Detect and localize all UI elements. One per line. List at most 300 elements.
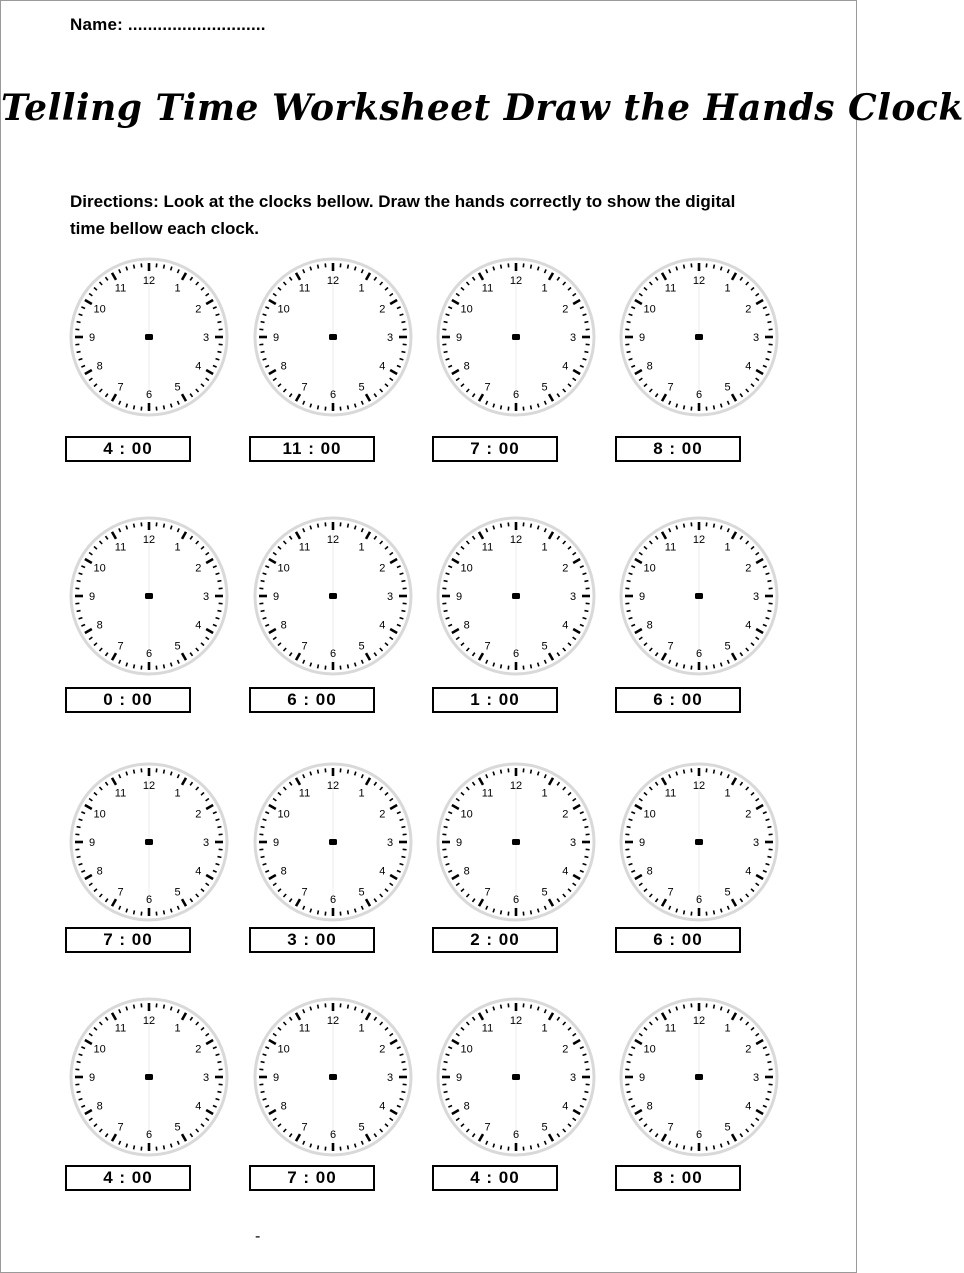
minute-tick bbox=[401, 352, 405, 353]
clock-4-3[interactable] bbox=[436, 997, 596, 1157]
clock-numeral: 8 bbox=[463, 1100, 470, 1113]
minute-tick bbox=[444, 322, 448, 323]
minute-tick bbox=[627, 611, 631, 612]
clock-numeral: 11 bbox=[298, 787, 311, 800]
clock-numeral: 2 bbox=[745, 1043, 752, 1056]
digital-time-box: 6 : 00 bbox=[615, 927, 741, 953]
clock-numeral: 5 bbox=[724, 886, 731, 899]
clock-numeral: 2 bbox=[195, 808, 202, 821]
minute-tick bbox=[348, 664, 349, 668]
clock-center-dot bbox=[145, 1074, 153, 1080]
minute-tick bbox=[401, 857, 405, 858]
minute-tick bbox=[134, 1145, 135, 1149]
clock-numeral: 12 bbox=[692, 275, 706, 287]
minute-tick bbox=[501, 664, 502, 668]
minute-tick bbox=[401, 827, 405, 828]
digital-time-box: 8 : 00 bbox=[615, 1165, 741, 1191]
minute-tick bbox=[767, 1092, 771, 1093]
minute-tick bbox=[714, 910, 715, 914]
clock-1-1[interactable] bbox=[69, 257, 229, 417]
clock-numeral: 1 bbox=[724, 787, 731, 800]
clock-numeral: 12 bbox=[692, 780, 706, 792]
clock-numeral: 8 bbox=[646, 1100, 653, 1113]
clock-numeral: 7 bbox=[484, 640, 491, 653]
clock-numeral: 1 bbox=[541, 1022, 548, 1035]
minute-tick bbox=[584, 352, 588, 353]
minute-tick bbox=[261, 352, 265, 353]
minute-tick bbox=[401, 1092, 405, 1093]
clock-center-dot bbox=[695, 593, 703, 599]
clock-numeral: 11 bbox=[298, 541, 311, 554]
clock-numeral: 7 bbox=[667, 381, 674, 394]
clock-numeral: 12 bbox=[509, 780, 523, 792]
clock-numeral: 5 bbox=[174, 640, 181, 653]
clock-numeral: 9 bbox=[455, 837, 463, 849]
clock-face[interactable] bbox=[619, 516, 779, 676]
clock-center-dot bbox=[329, 593, 337, 599]
clock-numeral: 2 bbox=[745, 562, 752, 575]
clock-face[interactable] bbox=[619, 257, 779, 417]
minute-tick bbox=[348, 1145, 349, 1149]
clock-numeral: 10 bbox=[277, 303, 290, 316]
clock-numeral: 10 bbox=[93, 562, 106, 575]
clock-numeral: 3 bbox=[752, 591, 760, 603]
clock-numeral: 2 bbox=[379, 303, 386, 316]
minute-tick bbox=[318, 265, 319, 269]
footer-mark: - bbox=[255, 1228, 261, 1245]
clock-numeral: 9 bbox=[455, 1072, 463, 1084]
clock-numeral: 12 bbox=[142, 780, 156, 792]
clock-center-dot bbox=[145, 334, 153, 340]
page-title: Telling Time Worksheet Draw the Hands Clock bbox=[1, 87, 964, 129]
clock-numeral: 2 bbox=[562, 808, 569, 821]
minute-tick bbox=[444, 1092, 448, 1093]
clock-numeral: 5 bbox=[358, 381, 365, 394]
digital-time-box: 4 : 00 bbox=[432, 1165, 558, 1191]
clock-numeral: 7 bbox=[667, 886, 674, 899]
clock-numeral: 5 bbox=[358, 1121, 365, 1134]
clock-numeral: 11 bbox=[481, 282, 494, 295]
minute-tick bbox=[767, 827, 771, 828]
clock-numeral: 7 bbox=[117, 640, 124, 653]
clock-numeral: 10 bbox=[460, 303, 473, 316]
clock-numeral: 8 bbox=[463, 360, 470, 373]
clock-numeral: 11 bbox=[298, 1022, 311, 1035]
clock-numeral: 1 bbox=[358, 787, 365, 800]
minute-tick bbox=[318, 664, 319, 668]
clock-numeral: 12 bbox=[326, 534, 340, 546]
minute-tick bbox=[627, 1062, 631, 1063]
clock-numeral: 12 bbox=[326, 780, 340, 792]
clock-numeral: 10 bbox=[460, 562, 473, 575]
clock-numeral: 9 bbox=[638, 1072, 646, 1084]
clock-numeral: 8 bbox=[280, 1100, 287, 1113]
minute-tick bbox=[261, 827, 265, 828]
minute-tick bbox=[767, 611, 771, 612]
clock-center-dot bbox=[512, 593, 520, 599]
minute-tick bbox=[217, 1092, 221, 1093]
minute-tick bbox=[261, 322, 265, 323]
clock-numeral: 7 bbox=[301, 640, 308, 653]
clock-face[interactable] bbox=[436, 997, 596, 1157]
minute-tick bbox=[401, 322, 405, 323]
minute-tick bbox=[584, 857, 588, 858]
clock-numeral: 6 bbox=[329, 1129, 337, 1141]
minute-tick bbox=[444, 827, 448, 828]
clock-numeral: 3 bbox=[752, 332, 760, 344]
minute-tick bbox=[714, 405, 715, 409]
clock-numeral: 8 bbox=[280, 619, 287, 632]
minute-tick bbox=[164, 910, 165, 914]
minute-tick bbox=[684, 910, 685, 914]
clock-numeral: 9 bbox=[272, 332, 280, 344]
clock-2-2[interactable] bbox=[253, 516, 413, 676]
clock-numeral: 5 bbox=[358, 640, 365, 653]
clock-numeral: 12 bbox=[509, 534, 523, 546]
minute-tick bbox=[318, 770, 319, 774]
clock-numeral: 8 bbox=[463, 865, 470, 878]
minute-tick bbox=[584, 581, 588, 582]
digital-time-box: 7 : 00 bbox=[432, 436, 558, 462]
clock-face[interactable] bbox=[253, 516, 413, 676]
clock-numeral: 1 bbox=[174, 1022, 181, 1035]
clock-numeral: 4 bbox=[195, 619, 202, 632]
clock-numeral: 10 bbox=[460, 808, 473, 821]
clock-numeral: 2 bbox=[195, 1043, 202, 1056]
clock-numeral: 6 bbox=[512, 389, 520, 401]
minute-tick bbox=[684, 1145, 685, 1149]
clock-numeral: 7 bbox=[117, 1121, 124, 1134]
clock-numeral: 9 bbox=[272, 591, 280, 603]
clock-numeral: 7 bbox=[301, 381, 308, 394]
clock-numeral: 3 bbox=[569, 332, 577, 344]
minute-tick bbox=[444, 352, 448, 353]
clock-face[interactable] bbox=[253, 997, 413, 1157]
clock-numeral: 12 bbox=[326, 275, 340, 287]
clock-numeral: 1 bbox=[174, 787, 181, 800]
clock-face[interactable] bbox=[436, 762, 596, 922]
minute-tick bbox=[217, 352, 221, 353]
minute-tick bbox=[531, 1005, 532, 1009]
minute-tick bbox=[164, 1005, 165, 1009]
minute-tick bbox=[77, 827, 81, 828]
clock-numeral: 4 bbox=[562, 1100, 569, 1113]
digital-time-box: 6 : 00 bbox=[249, 687, 375, 713]
clock-2-1[interactable] bbox=[69, 516, 229, 676]
clock-numeral: 1 bbox=[174, 282, 181, 295]
clock-4-2[interactable] bbox=[253, 997, 413, 1157]
minute-tick bbox=[444, 1062, 448, 1063]
minute-tick bbox=[217, 827, 221, 828]
clock-numeral: 8 bbox=[96, 865, 103, 878]
minute-tick bbox=[627, 581, 631, 582]
minute-tick bbox=[501, 524, 502, 528]
clock-numeral: 6 bbox=[512, 1129, 520, 1141]
minute-tick bbox=[261, 581, 265, 582]
clock-3-4[interactable] bbox=[619, 762, 779, 922]
clock-numeral: 5 bbox=[724, 1121, 731, 1134]
directions-text: Directions: Look at the clocks bellow. Draw the hands correctly to show the digital time bellow each clock. bbox=[70, 192, 736, 238]
clock-numeral: 11 bbox=[664, 282, 677, 295]
clock-numeral: 10 bbox=[93, 808, 106, 821]
clock-numeral: 8 bbox=[646, 619, 653, 632]
clock-numeral: 11 bbox=[114, 1022, 127, 1035]
clock-2-3[interactable] bbox=[436, 516, 596, 676]
clock-1-4[interactable] bbox=[619, 257, 779, 417]
clock-numeral: 3 bbox=[569, 1072, 577, 1084]
minute-tick bbox=[501, 1005, 502, 1009]
minute-tick bbox=[217, 1062, 221, 1063]
minute-tick bbox=[348, 524, 349, 528]
clock-4-1[interactable] bbox=[69, 997, 229, 1157]
clock-face[interactable] bbox=[436, 257, 596, 417]
minute-tick bbox=[501, 265, 502, 269]
minute-tick bbox=[627, 857, 631, 858]
minute-tick bbox=[318, 1145, 319, 1149]
clock-numeral: 6 bbox=[512, 894, 520, 906]
minute-tick bbox=[318, 1005, 319, 1009]
digital-time-box: 0 : 00 bbox=[65, 687, 191, 713]
clock-numeral: 2 bbox=[379, 1043, 386, 1056]
clock-numeral: 8 bbox=[96, 1100, 103, 1113]
clock-4-4[interactable] bbox=[619, 997, 779, 1157]
minute-tick bbox=[134, 265, 135, 269]
clock-numeral: 6 bbox=[695, 1129, 703, 1141]
clock-numeral: 10 bbox=[93, 1043, 106, 1056]
minute-tick bbox=[318, 524, 319, 528]
clock-numeral: 6 bbox=[145, 648, 153, 660]
clock-numeral: 3 bbox=[202, 837, 210, 849]
minute-tick bbox=[501, 770, 502, 774]
clock-numeral: 8 bbox=[280, 360, 287, 373]
minute-tick bbox=[714, 524, 715, 528]
clock-numeral: 10 bbox=[277, 1043, 290, 1056]
clock-numeral: 6 bbox=[695, 648, 703, 660]
clock-numeral: 2 bbox=[562, 562, 569, 575]
clock-numeral: 7 bbox=[117, 381, 124, 394]
clock-numeral: 3 bbox=[752, 1072, 760, 1084]
minute-tick bbox=[164, 265, 165, 269]
clock-numeral: 1 bbox=[724, 541, 731, 554]
clock-numeral: 9 bbox=[272, 1072, 280, 1084]
minute-tick bbox=[217, 322, 221, 323]
minute-tick bbox=[134, 910, 135, 914]
minute-tick bbox=[501, 1145, 502, 1149]
minute-tick bbox=[627, 322, 631, 323]
clock-numeral: 4 bbox=[745, 1100, 752, 1113]
clock-numeral: 7 bbox=[667, 1121, 674, 1134]
clock-numeral: 9 bbox=[88, 591, 96, 603]
clock-numeral: 10 bbox=[93, 303, 106, 316]
clock-2-4[interactable] bbox=[619, 516, 779, 676]
clock-numeral: 3 bbox=[386, 1072, 394, 1084]
clock-center-dot bbox=[512, 1074, 520, 1080]
clock-numeral: 4 bbox=[745, 619, 752, 632]
clock-numeral: 5 bbox=[174, 381, 181, 394]
clock-numeral: 4 bbox=[379, 360, 386, 373]
clock-numeral: 5 bbox=[724, 381, 731, 394]
clock-numeral: 12 bbox=[509, 275, 523, 287]
clock-numeral: 8 bbox=[280, 865, 287, 878]
clock-numeral: 2 bbox=[195, 303, 202, 316]
digital-time-box: 11 : 00 bbox=[249, 436, 375, 462]
clock-numeral: 10 bbox=[643, 303, 656, 316]
clock-numeral: 10 bbox=[460, 1043, 473, 1056]
digital-time-box: 6 : 00 bbox=[615, 687, 741, 713]
clock-face[interactable] bbox=[253, 257, 413, 417]
clock-numeral: 1 bbox=[358, 541, 365, 554]
clock-center-dot bbox=[145, 593, 153, 599]
clock-numeral: 7 bbox=[484, 1121, 491, 1134]
clock-numeral: 3 bbox=[386, 837, 394, 849]
clock-center-dot bbox=[329, 839, 337, 845]
clock-numeral: 9 bbox=[455, 591, 463, 603]
clock-numeral: 5 bbox=[174, 886, 181, 899]
minute-tick bbox=[318, 405, 319, 409]
minute-tick bbox=[767, 857, 771, 858]
clock-numeral: 2 bbox=[379, 808, 386, 821]
minute-tick bbox=[77, 1092, 81, 1093]
clock-1-3[interactable] bbox=[436, 257, 596, 417]
clock-numeral: 11 bbox=[664, 1022, 677, 1035]
clock-numeral: 7 bbox=[484, 886, 491, 899]
clock-face[interactable] bbox=[253, 762, 413, 922]
clock-numeral: 2 bbox=[562, 303, 569, 316]
clock-numeral: 7 bbox=[301, 1121, 308, 1134]
minute-tick bbox=[348, 405, 349, 409]
clock-numeral: 4 bbox=[195, 1100, 202, 1113]
clock-face[interactable] bbox=[69, 516, 229, 676]
clock-numeral: 4 bbox=[562, 865, 569, 878]
clock-numeral: 5 bbox=[358, 886, 365, 899]
minute-tick bbox=[627, 1092, 631, 1093]
clock-numeral: 11 bbox=[481, 787, 494, 800]
clock-numeral: 1 bbox=[724, 1022, 731, 1035]
clock-numeral: 11 bbox=[114, 541, 127, 554]
minute-tick bbox=[714, 265, 715, 269]
clock-numeral: 9 bbox=[272, 837, 280, 849]
minute-tick bbox=[134, 1005, 135, 1009]
minute-tick bbox=[531, 405, 532, 409]
minute-tick bbox=[348, 265, 349, 269]
clock-numeral: 4 bbox=[562, 619, 569, 632]
clock-numeral: 11 bbox=[114, 282, 127, 295]
clock-numeral: 9 bbox=[638, 837, 646, 849]
clock-numeral: 4 bbox=[379, 865, 386, 878]
clock-face[interactable] bbox=[436, 516, 596, 676]
clock-1-2[interactable] bbox=[253, 257, 413, 417]
minute-tick bbox=[714, 1005, 715, 1009]
minute-tick bbox=[444, 611, 448, 612]
minute-tick bbox=[767, 1062, 771, 1063]
minute-tick bbox=[714, 770, 715, 774]
minute-tick bbox=[684, 524, 685, 528]
minute-tick bbox=[164, 405, 165, 409]
minute-tick bbox=[684, 770, 685, 774]
minute-tick bbox=[714, 664, 715, 668]
clock-numeral: 9 bbox=[638, 591, 646, 603]
name-field-label: Name: ............................ bbox=[70, 15, 266, 34]
digital-time-box: 7 : 00 bbox=[65, 927, 191, 953]
minute-tick bbox=[531, 770, 532, 774]
clock-numeral: 3 bbox=[752, 837, 760, 849]
clock-numeral: 7 bbox=[484, 381, 491, 394]
clock-face[interactable] bbox=[619, 762, 779, 922]
minute-tick bbox=[584, 611, 588, 612]
clock-numeral: 12 bbox=[326, 1015, 340, 1027]
minute-tick bbox=[348, 910, 349, 914]
clock-numeral: 12 bbox=[142, 275, 156, 287]
minute-tick bbox=[77, 1062, 81, 1063]
clock-numeral: 3 bbox=[386, 332, 394, 344]
clock-numeral: 3 bbox=[202, 1072, 210, 1084]
clock-numeral: 11 bbox=[664, 787, 677, 800]
minute-tick bbox=[134, 664, 135, 668]
clock-numeral: 1 bbox=[724, 282, 731, 295]
clock-numeral: 8 bbox=[96, 360, 103, 373]
minute-tick bbox=[714, 1145, 715, 1149]
clock-numeral: 7 bbox=[117, 886, 124, 899]
clock-numeral: 1 bbox=[358, 282, 365, 295]
minute-tick bbox=[584, 1062, 588, 1063]
minute-tick bbox=[134, 405, 135, 409]
clock-numeral: 7 bbox=[667, 640, 674, 653]
digital-time-box: 4 : 00 bbox=[65, 436, 191, 462]
minute-tick bbox=[531, 265, 532, 269]
minute-tick bbox=[77, 611, 81, 612]
minute-tick bbox=[164, 1145, 165, 1149]
clock-3-3[interactable] bbox=[436, 762, 596, 922]
clock-face[interactable] bbox=[619, 997, 779, 1157]
clock-center-dot bbox=[695, 334, 703, 340]
clock-numeral: 1 bbox=[541, 541, 548, 554]
minute-tick bbox=[401, 611, 405, 612]
minute-tick bbox=[77, 857, 81, 858]
minute-tick bbox=[627, 827, 631, 828]
clock-numeral: 4 bbox=[195, 360, 202, 373]
minute-tick bbox=[584, 827, 588, 828]
clock-numeral: 10 bbox=[277, 808, 290, 821]
clock-numeral: 6 bbox=[329, 389, 337, 401]
clock-numeral: 3 bbox=[386, 591, 394, 603]
clock-numeral: 5 bbox=[724, 640, 731, 653]
minute-tick bbox=[348, 1005, 349, 1009]
clock-numeral: 6 bbox=[512, 648, 520, 660]
clock-numeral: 10 bbox=[643, 1043, 656, 1056]
clock-numeral: 6 bbox=[145, 389, 153, 401]
clock-3-2[interactable] bbox=[253, 762, 413, 922]
clock-numeral: 4 bbox=[379, 619, 386, 632]
clock-numeral: 5 bbox=[541, 1121, 548, 1134]
clock-numeral: 4 bbox=[379, 1100, 386, 1113]
clock-numeral: 8 bbox=[646, 360, 653, 373]
clock-numeral: 11 bbox=[664, 541, 677, 554]
clock-numeral: 5 bbox=[541, 381, 548, 394]
minute-tick bbox=[627, 352, 631, 353]
clock-3-1[interactable] bbox=[69, 762, 229, 922]
minute-tick bbox=[77, 322, 81, 323]
clock-numeral: 3 bbox=[569, 591, 577, 603]
clock-numeral: 5 bbox=[174, 1121, 181, 1134]
clock-face[interactable] bbox=[69, 762, 229, 922]
clock-numeral: 6 bbox=[145, 894, 153, 906]
clock-numeral: 11 bbox=[481, 541, 494, 554]
minute-tick bbox=[318, 910, 319, 914]
clock-face[interactable] bbox=[69, 997, 229, 1157]
clock-numeral: 4 bbox=[745, 865, 752, 878]
minute-tick bbox=[261, 611, 265, 612]
clock-face[interactable] bbox=[69, 257, 229, 417]
